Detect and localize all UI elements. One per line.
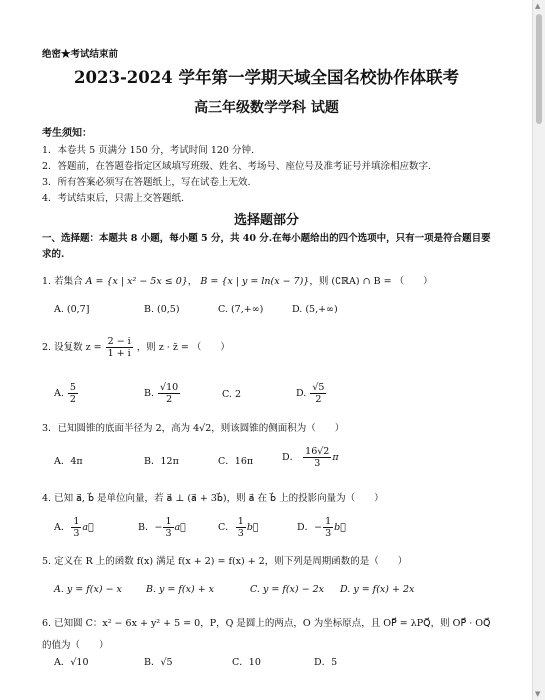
question-6: 6. 已知圆 C：x² − 6x + y² + 5 = 0，P，Q 是圆上的两点，O 为坐标原点，且 OP⃗ = λPQ⃗，则 OP⃗ · OQ⃗ — [42, 618, 491, 629]
question-1 — [42, 273, 433, 287]
q2-option-a-label: A. — [54, 388, 64, 399]
q3-option-c: C．16π — [218, 456, 254, 467]
q6-option-c: C．10 — [232, 657, 261, 668]
q4-option-c-num: 1 — [237, 516, 244, 527]
q2-option-d — [296, 382, 327, 405]
question-5: 5. 定义在 R 上的函数 f(x) 满足 f(x + 2) = f(x) + 2，则下列是周期函数的是（ ） — [42, 556, 408, 567]
q2-denominator: 1 + i — [107, 348, 131, 359]
q2-option-b-fraction — [158, 382, 180, 405]
q3-option-b: B．12π — [144, 456, 179, 467]
q1-ask: ，则 (∁ℝA) ∩ B = （ ） — [309, 276, 433, 287]
scroll-down-icon[interactable]: ▼ — [535, 690, 541, 698]
q2-option-a — [54, 382, 79, 405]
q4-option-b-den: 3 — [165, 528, 172, 539]
q3-option-d — [282, 446, 339, 469]
q2-option-a-num: 5 — [69, 382, 76, 393]
q1-sep: ， — [187, 276, 198, 287]
q4-option-b-label: B．− — [138, 522, 163, 533]
q2-fraction — [106, 336, 133, 359]
q2-option-b-den: 2 — [166, 394, 173, 405]
q4-option-d — [297, 516, 346, 539]
q4-option-d-vec: b⃗ — [334, 522, 346, 533]
secret-label: 绝密★考试结束前 — [42, 49, 119, 60]
q5-option-c: C. y = f(x) − 2x — [250, 584, 325, 595]
question-6-cont: 的值为（ ） — [42, 640, 109, 651]
q2-option-b-num: √10 — [160, 382, 179, 393]
part-heading: 一、选择题：本题共 8 小题，每小题 5 分，共 40 分.在每小题给出的四个选项中，只有一项是符合题目要求的. — [42, 233, 491, 260]
q4-option-c-fraction — [236, 516, 246, 539]
question-4: 4. 已知 a⃗, b⃗ 是单位向量，若 a⃗ ⊥ (a⃗ + 3b⃗)，则 a⃗ 在 b⃗ 上的投影向量为（ ） — [42, 493, 384, 504]
q4-option-a-num: 1 — [73, 516, 80, 527]
q4-option-d-label: D．− — [297, 522, 323, 533]
notice-item: 3．所有答案必须写在答题纸上，写在试卷上无效. — [42, 177, 251, 188]
scroll-up-icon[interactable]: ▲ — [535, 2, 541, 10]
q4-option-c-vec: b⃗ — [246, 522, 259, 533]
q1-option-c: C. (7,+∞) — [218, 304, 264, 315]
q4-option-b-num: 1 — [165, 516, 172, 527]
q2-numerator: 2 − i — [107, 336, 131, 347]
section-heading: 选择题部分 — [233, 213, 299, 228]
q2-option-c: C. 2 — [222, 389, 242, 400]
notice-item: 4．考试结束后，只需上交答题纸. — [42, 193, 185, 204]
q5-option-a: A. y = f(x) − x — [54, 584, 122, 595]
q4-option-c — [218, 516, 259, 539]
q2-option-a-fraction — [68, 382, 78, 405]
q4-option-a-den: 3 — [73, 528, 80, 539]
q4-option-d-den: 3 — [325, 528, 332, 539]
question-2 — [42, 336, 230, 359]
q3-option-d-label: D． — [282, 452, 300, 463]
q6-option-d: D．5 — [314, 657, 338, 668]
q4-option-d-fraction — [323, 516, 333, 539]
q2-lead: 2. 设复数 z = — [42, 342, 102, 353]
q4-option-b-fraction — [163, 516, 173, 539]
notice-heading: 考生须知： — [42, 128, 92, 139]
q2-ask: ，则 z · z̄ = （ ） — [136, 342, 230, 353]
q3-option-d-num: 16√2 — [305, 446, 330, 457]
q1-lead: 1. 若集合 — [42, 276, 83, 287]
exam-title: 2023-2024 学年第一学期天域全国名校协作体联考 — [74, 68, 459, 87]
vertical-scrollbar[interactable] — [532, 0, 545, 700]
q4-option-a-label: A． — [54, 522, 71, 533]
q4-option-a-vec: a⃗ — [82, 522, 94, 533]
q5-option-d: D. y = f(x) + 2x — [340, 584, 415, 595]
q4-option-a-fraction — [71, 516, 81, 539]
q2-option-a-den: 2 — [69, 394, 76, 405]
q2-option-d-label: D. — [296, 388, 307, 399]
notice-item: 2．答题前，在答题卷指定区域填写班级、姓名、考场号、座位号及准考证号并填涂相应数字. — [42, 161, 432, 172]
scrollbar-thumb[interactable] — [536, 14, 542, 124]
q4-option-c-den: 3 — [237, 528, 244, 539]
q1-option-a: A. (0,7] — [54, 304, 90, 315]
q2-option-d-fraction — [310, 382, 326, 405]
q4-option-c-label: C． — [218, 522, 235, 533]
q6-option-b: B．√5 — [144, 657, 173, 668]
q5-option-b: B. y = f(x) + x — [146, 584, 215, 595]
notice-item: 1．本卷共 5 页满分 150 分，考试时间 120 分钟. — [42, 145, 254, 156]
q2-option-b — [144, 382, 181, 405]
q6-option-a: A．√10 — [54, 657, 89, 668]
q4-option-b-vec: a⃗ — [174, 522, 186, 533]
q2-option-b-label: B. — [144, 388, 155, 399]
exam-subtitle: 高三年级数学学科 试题 — [194, 100, 339, 116]
q3-option-a: A．4π — [54, 456, 83, 467]
q2-option-d-den: 2 — [315, 394, 322, 405]
q3-option-d-pi: π — [332, 452, 339, 463]
q1-set-b: B = {x | y = ln(x − 7)} — [200, 276, 310, 287]
q3-option-d-fraction — [303, 446, 331, 469]
q3-option-d-den: 3 — [314, 458, 321, 469]
q4-option-b — [138, 516, 186, 539]
q1-set-a: A = {x | x² − 5x ≤ 0} — [85, 276, 188, 287]
q4-option-a — [54, 516, 94, 539]
q1-option-b: B. (0,5) — [144, 304, 180, 315]
q4-option-d-num: 1 — [325, 516, 332, 527]
q2-option-d-num: √5 — [312, 382, 325, 393]
q1-option-d: D. (5,+∞) — [292, 304, 338, 315]
question-3: 3．已知圆锥的底面半径为 2，高为 4√2，则该圆锥的侧面积为（ ） — [42, 423, 345, 434]
